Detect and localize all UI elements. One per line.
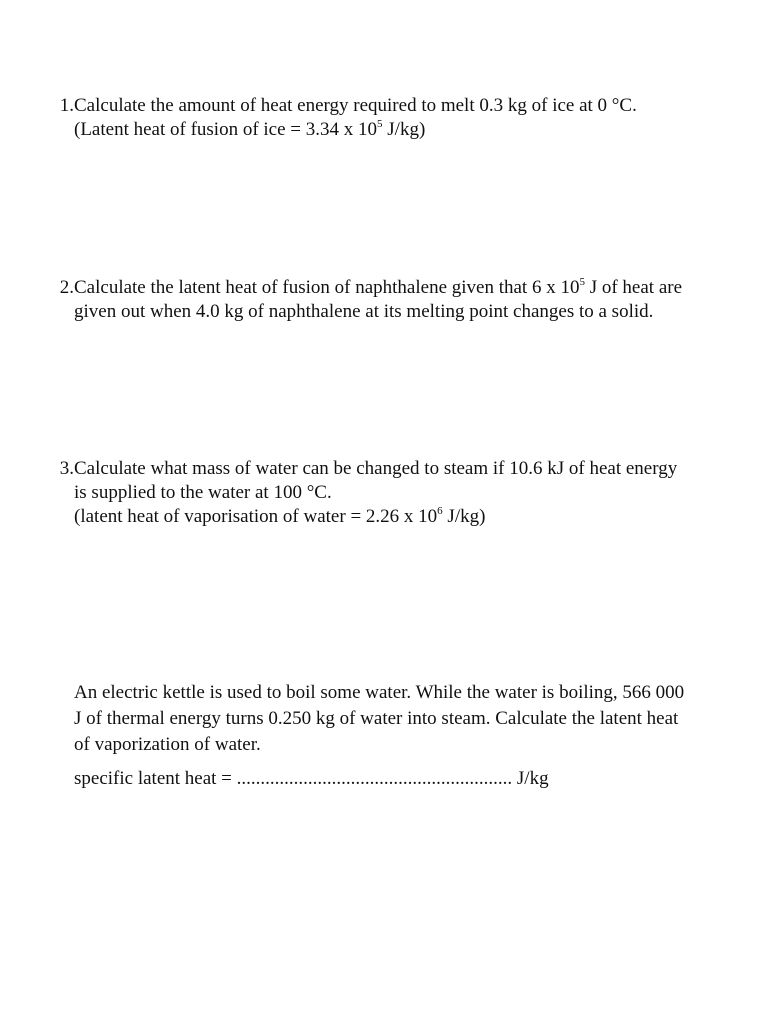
exponent: 5 — [579, 276, 585, 288]
question-line: given out when 4.0 kg of naphthalene at its melting point changes to a solid. — [74, 301, 654, 322]
unit-text: J/kg) — [382, 119, 426, 140]
answer-blank[interactable]: .......................................................... — [236, 768, 513, 789]
question-text — [74, 457, 735, 529]
question-3 — [55, 457, 735, 529]
exponent: 5 — [377, 118, 383, 130]
question-text — [74, 94, 735, 142]
answer-line — [74, 766, 754, 792]
answer-unit: J/kg — [512, 768, 549, 789]
answer-label: specific latent heat = — [74, 768, 237, 789]
question-line — [74, 505, 735, 529]
constant-text: (Latent heat of fusion of ice = 3.34 x 10 — [74, 119, 378, 140]
question-1 — [55, 94, 735, 142]
exponent: 6 — [437, 505, 443, 517]
question-line: An electric kettle is used to boil some water. While the water is boiling, 566 000 — [74, 682, 685, 703]
question-text-part: J of heat are — [584, 277, 683, 298]
question-line: J of thermal energy turns 0.250 kg of water into steam. Calculate the latent heat — [74, 708, 679, 729]
question-line: Calculate the amount of heat energy required to melt 0.3 kg of ice at 0 °C. — [74, 95, 637, 116]
question-line: Calculate what mass of water can be changed to steam if 10.6 kJ of heat energy — [74, 458, 678, 479]
question-number: 2. — [59, 277, 74, 298]
question-line: of vaporization of water. — [74, 734, 261, 755]
question-text-part: Calculate the latent heat of fusion of naphthalene given that 6 x 10 — [74, 277, 580, 298]
question-number: 1. — [59, 95, 74, 116]
kettle-question — [74, 680, 754, 792]
question-line: is supplied to the water at 100 °C. — [74, 482, 332, 503]
unit-text: J/kg) — [442, 506, 486, 527]
question-2 — [55, 276, 735, 324]
question-text — [74, 276, 735, 324]
question-line — [74, 118, 735, 142]
question-line — [74, 276, 735, 300]
question-number: 3. — [59, 458, 74, 479]
constant-text: (latent heat of vaporisation of water = 2.26 x 10 — [74, 506, 438, 527]
